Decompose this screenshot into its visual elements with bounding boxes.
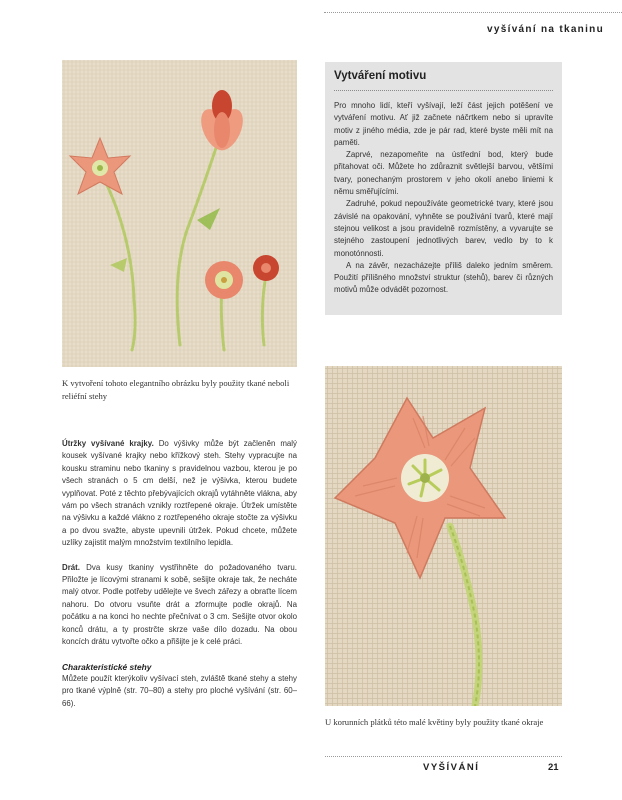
page-number: 21 xyxy=(548,762,559,773)
paragraph-text: Do výšivky může být začleněn malý kousek vyšívané krajky nebo křížkový steh. Stehy vypracujte na kousku straminu nebo tkaniny s pravidelnou vazbou, kterou je po všech stranách o 5 cm delší, než je výšivka, kterou budete vyplňovat. Poté z těchto přebývajících okrajů vytáhněte vlákna, aby vám po všech stranách vznikly roztřepené okraje. Útržek umístěte na výšivku a každé vlákno z roztřepeného okraje stočte za výšivku a po dvou svažte, abyste upevnili útržek. Pokud chcete, můžete uzlíky zajistit malým množstvím textilního lepidla. xyxy=(62,439,297,548)
embroidery-photo-star-flower xyxy=(325,366,562,706)
photo-caption-flowers: K vytvoření tohoto elegantního obrázku byly použity tkané neboli reliéfní stehy xyxy=(62,378,290,401)
sidebar-paragraph: Zaprvé, nezapomeňte na ústřední bod, který bude přitahovat oči. Můžete ho zdůraznit světlejší barvou, většími tvary, ponechaným prostorem v jeho okolí anebo liniemi k němu směřujícími. xyxy=(334,150,553,197)
red-bud xyxy=(253,255,279,281)
paragraph-lead: Útržky vyšívané krajky. xyxy=(62,439,154,448)
photo-caption-star-flower: U korunních plátků této malé květiny byly použity tkané okraje xyxy=(325,717,544,727)
sidebar-paragraph: Pro mnoho lidí, kteří vyšívají, leží část jejich potěšení ve vytváření motivu. Ať již začnete náčrtkem nebo si upravíte motiv z jiného média, zde je pár rad, které byste měli mít na paměti. xyxy=(334,101,553,147)
body-text-column xyxy=(62,438,297,722)
running-footer: VYŠÍVÁNÍ xyxy=(423,762,480,773)
sidebar-paragraph: Zadruhé, pokud nepoužíváte geometrické tvary, které jsou závislé na opakování, vyhněte se používání tvarů, které mají stejnou velikost a jsou pravidelně rozmístěny, a vyvarujte se stejného zastoupení jednotlivých barev, vedlo by to k monotónnosti. xyxy=(334,199,553,258)
paragraph-stitches: Můžete použít kterýkoliv vyšívací steh, zvláště tkané stehy a stehy pro tkané výplně (str. 70–80) a stehy pro ploché vyšívání (str. 60–66). xyxy=(62,673,297,708)
header-rule xyxy=(324,12,622,13)
embroidery-photo-flowers xyxy=(62,60,297,367)
paragraph-lead: Drát. xyxy=(62,562,80,572)
paragraph-text: Dva kusy tkaniny vystřihněte do požadovaného tvaru. Přiložte je lícovými stranami k sobě, sešijte okraje tak, že necháte malý otvor. Podle potřeby udělejte ve švech zářezy a obraťte lícem nahoru. Do otvoru vsuňte drát a zformujte podle okrajů. Na počátku a na konci ho nechte přečnívat o 3 cm. Sešijte otvor okolo konců drátu, a ty prostrčte skrze vaše dílo dozadu. Na obou koncích drátu vytvořte očko a přišijte je k celé práci. xyxy=(62,562,297,647)
round-flower xyxy=(205,261,243,299)
sidebar-box-creating-motif xyxy=(325,62,562,315)
sidebar-paragraph: A na závěr, nezacházejte příliš daleko jedním směrem. Použití přílišného množství struktur (stehů), barev či různých motivů může odvádět pozornost. xyxy=(334,260,553,295)
footer-rule xyxy=(325,756,562,757)
paragraph-wire xyxy=(62,562,297,649)
sidebar-heading: Vytváření motivu xyxy=(334,70,553,91)
section-heading-stitches: Charakteristické stehy xyxy=(62,661,152,672)
paragraph-lace-scraps xyxy=(62,438,297,550)
running-header: vyšívání na tkaninu xyxy=(487,24,604,35)
